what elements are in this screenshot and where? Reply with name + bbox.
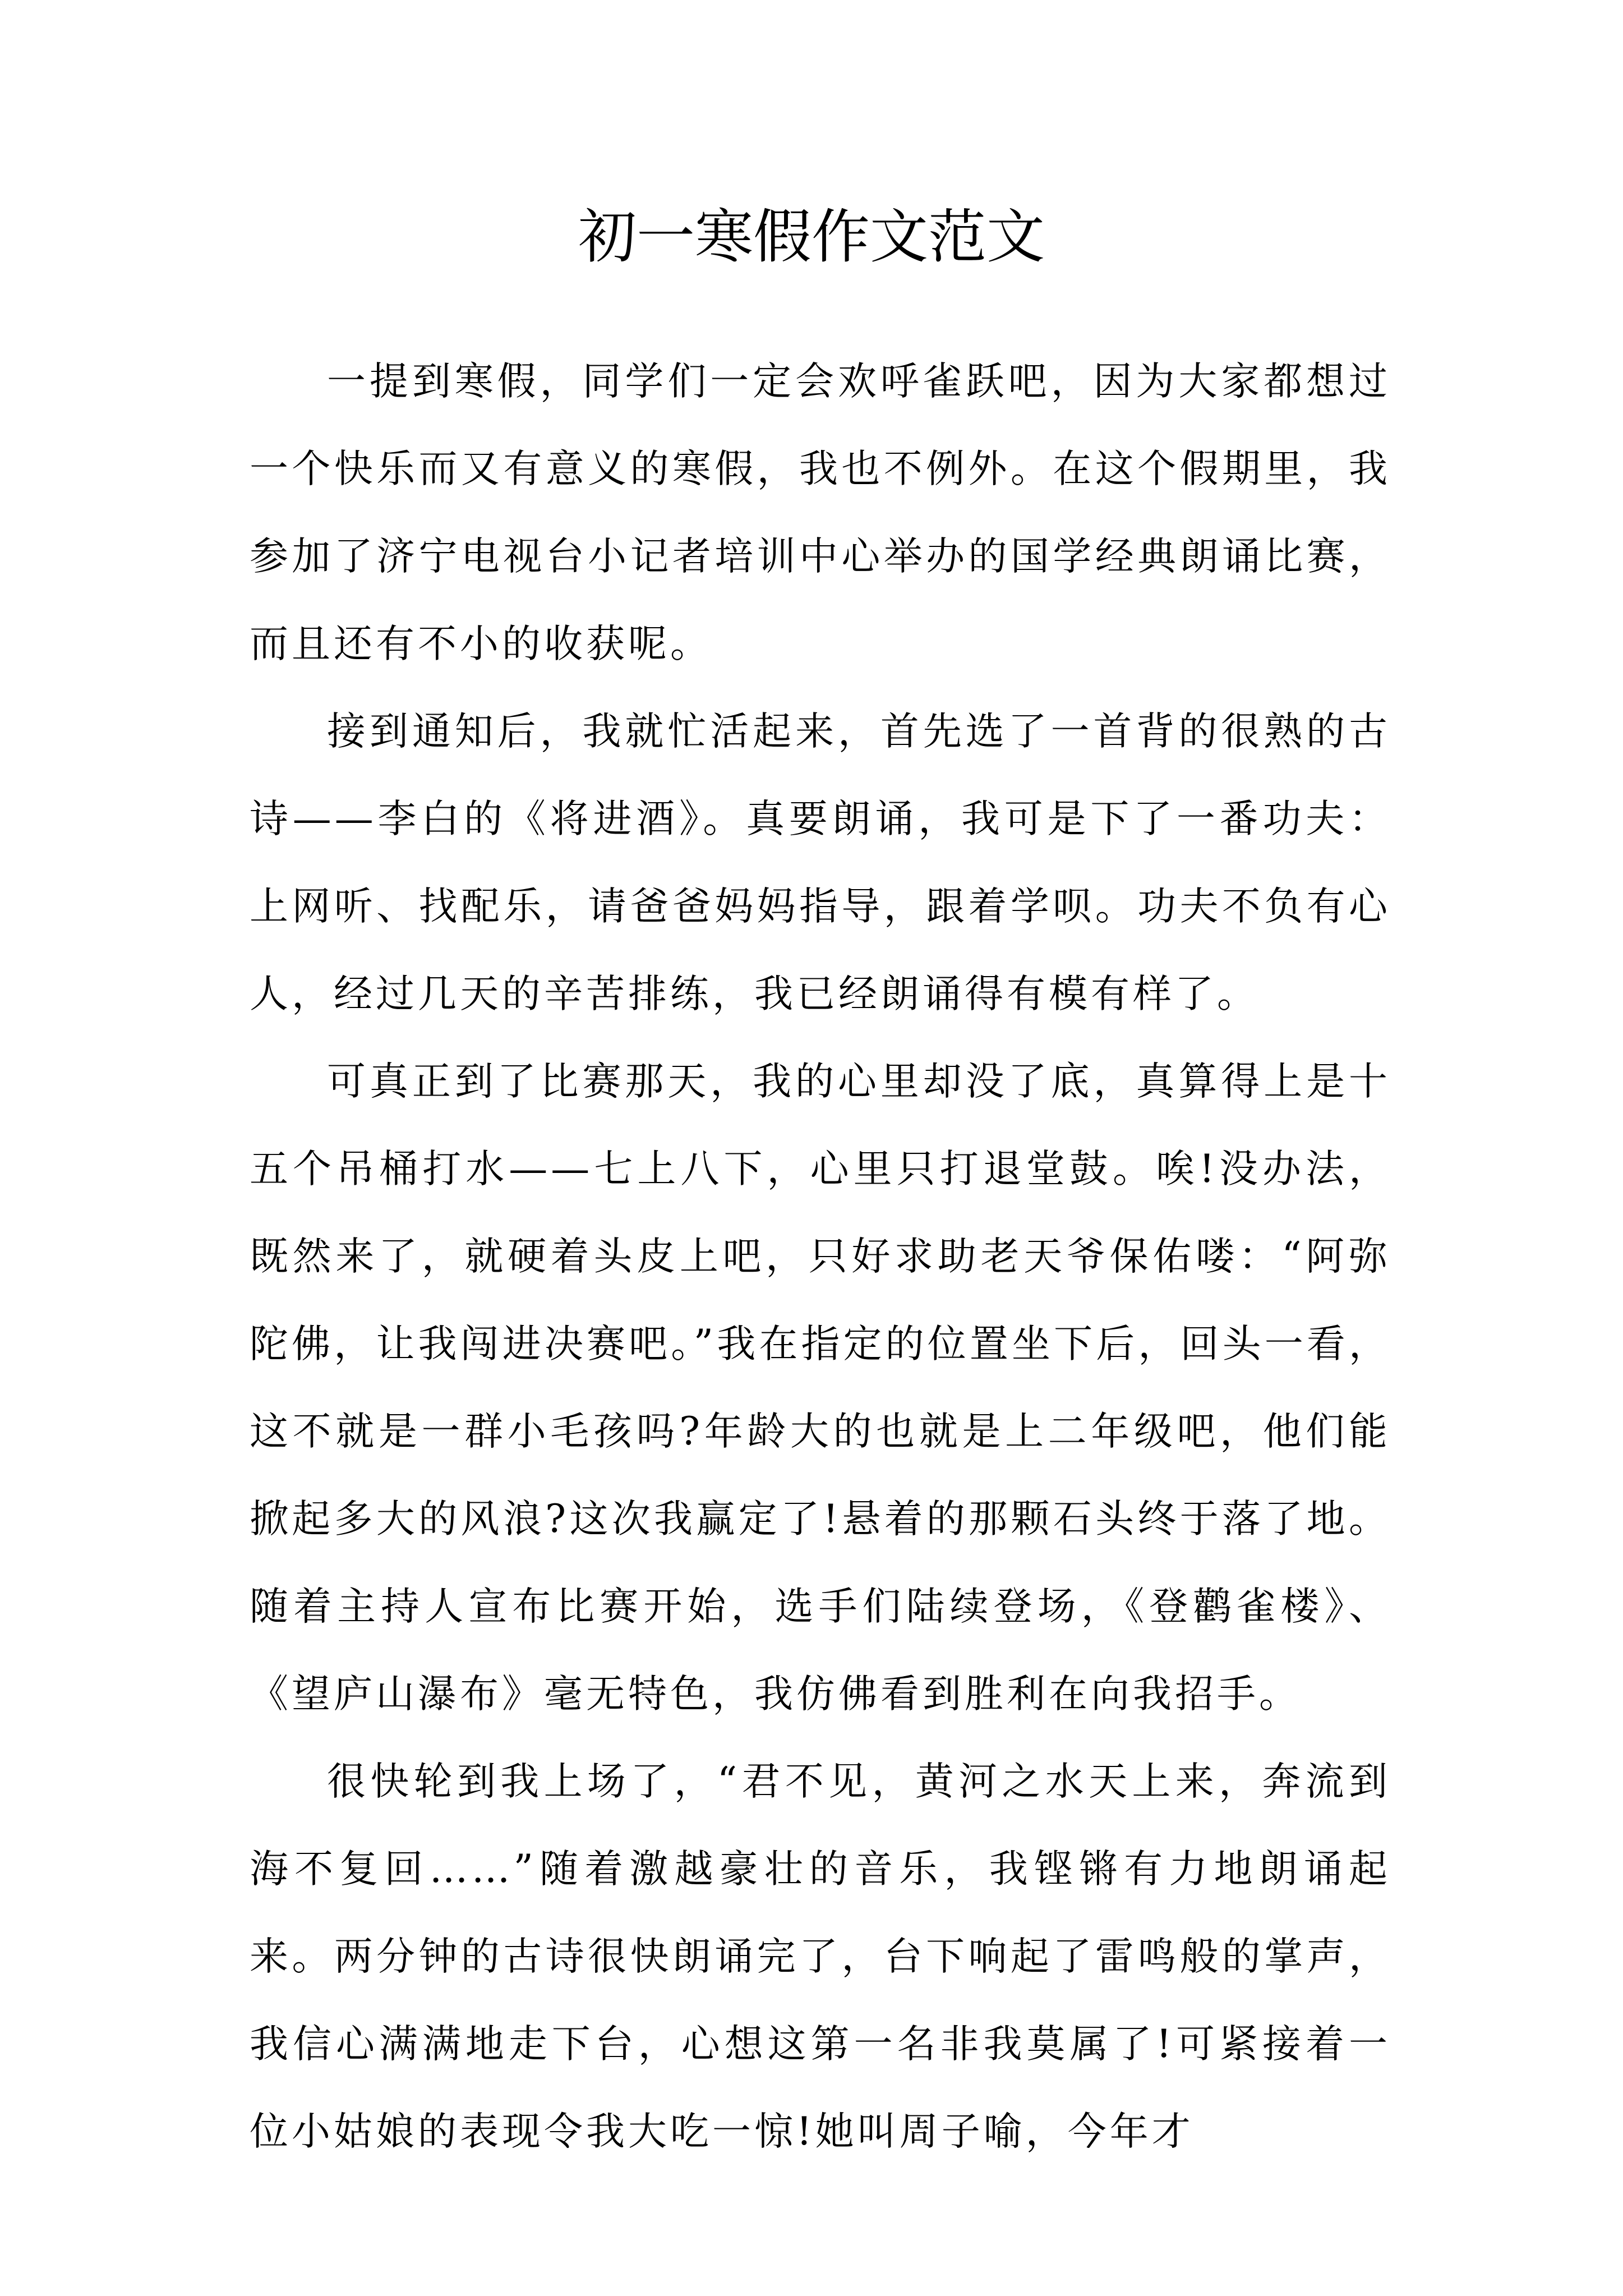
document-title: 初一寒假作文范文 — [578, 203, 1045, 271]
document-body — [250, 338, 1391, 2175]
paragraph: 很快轮到我上场了，“君不见，黄河之水天上来，奔流到海不复回……”随着激越豪壮的音乐，我铿锵有力地朗诵起来。两分钟的古诗很快朗诵完了，台下响起了雷鸣般的掌声，我信心满满地走下台，心想这第一名非我莫属了!可紧接着一位小姑娘的表现令我大吃一惊!她叫周子喻，今年才 — [250, 1759, 1391, 2154]
paragraph: 接到通知后，我就忙活起来，首先选了一首背的很熟的古诗——李白的《将进酒》。真要朗诵，我可是下了一番功夫：上网听、找配乐，请爸爸妈妈指导，跟着学呗。功夫不负有心人，经过几天的辛苦排练，我已经朗诵得有模有样了。 — [250, 709, 1391, 1016]
paragraph: 可真正到了比赛那天，我的心里却没了底，真算得上是十五个吊桶打水——七上八下，心里只打退堂鼓。唉!没办法，既然来了，就硬着头皮上吧，只好求助老天爷保佑喽：“阿弥陀佛，让我闯进决赛吧。”我在指定的位置坐下后，回头一看，这不就是一群小毛孩吗?年龄大的也就是上二年级吧，他们能掀起多大的风浪?这次我赢定了!悬着的那颗石头终于落了地。随着主持人宣布比赛开始，选手们陆续登场，《登鹳雀楼》、《望庐山瀑布》毫无特色，我仿佛看到胜利在向我招手。 — [250, 1059, 1391, 1717]
paragraph: 一提到寒假，同学们一定会欢呼雀跃吧，因为大家都想过一个快乐而又有意义的寒假，我也不例外。在这个假期里，我参加了济宁电视台小记者培训中心举办的国学经典朗诵比赛，而且还有不小的收获呢。 — [250, 359, 1391, 666]
